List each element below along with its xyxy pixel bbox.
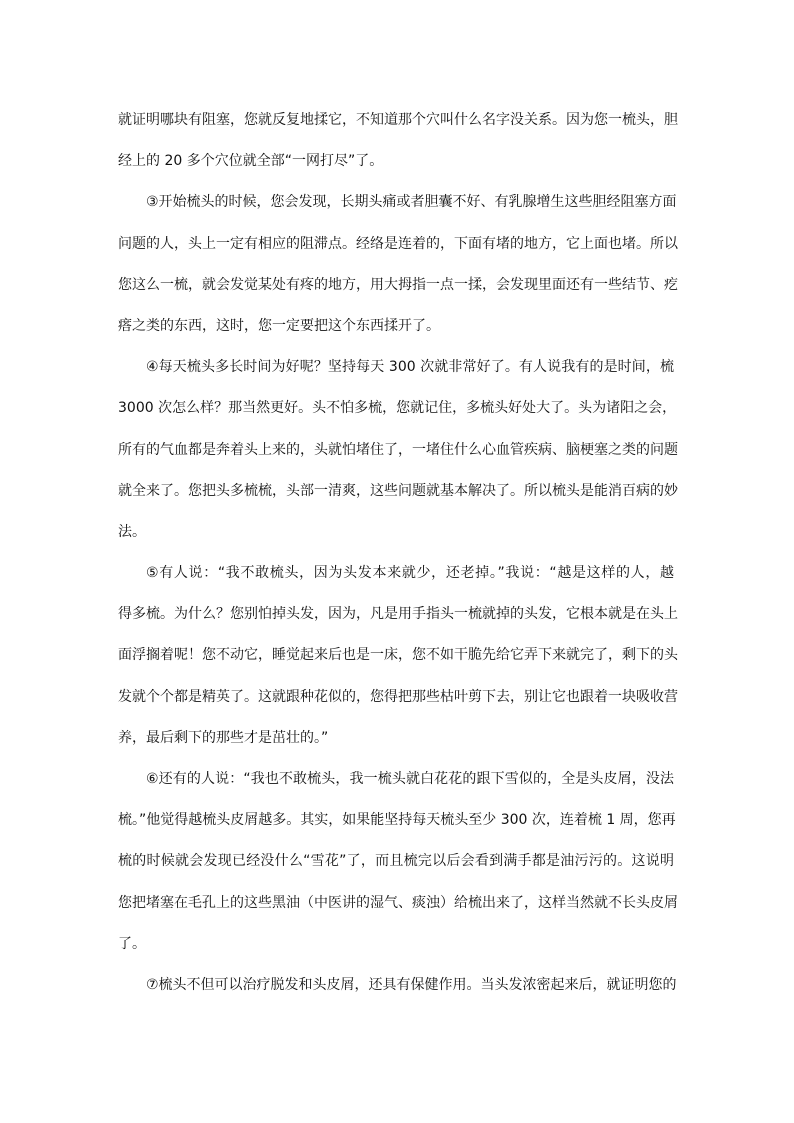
text-line: 就全来了。您把头多梳梳，头部一清爽，这些问题就基本解决了。所以梳头是能消百病的妙 — [118, 482, 678, 499]
text-line: 您这么一梳，就会发觉某处有疼的地方，用大拇指一点一揉，会发现里面还有一些结节、疙 — [118, 276, 678, 293]
paragraph-p3 — [118, 182, 678, 347]
paragraph-p6 — [118, 759, 678, 965]
text-line: 经上的 20 多个穴位就全部“一网打尽”了。 — [118, 153, 384, 170]
text-line: ⑦梳头不但可以治疗脱发和头皮屑，还具有保健作用。当头发浓密起来后，就证明您的 — [146, 976, 677, 993]
paragraph-p4 — [118, 347, 678, 553]
text-line: 就证明哪块有阻塞，您就反复地揉它，不知道那个穴叫什么名字没关系。因为您一梳头，胆 — [118, 112, 678, 128]
text-line: 面浮搁着呢！您不动它，睡觉起来后也是一床，您不如干脆先给它弄下来就完了，剩下的头 — [118, 647, 678, 664]
article-body — [118, 100, 678, 1006]
paragraph-p5 — [118, 553, 678, 759]
text-line: ⑥还有的人说：“我也不敢梳头，我一梳头就白花花的跟下雪似的，全是头皮屑，没法 — [146, 771, 674, 787]
text-line: 了。 — [118, 935, 146, 952]
text-line: ④每天梳头多长时间为好呢？坚持每天 300 次就非常好了。有人说我有的是时间，梳 — [146, 359, 674, 376]
paragraph-p-continued — [118, 100, 678, 182]
text-line: 养，最后剩下的那些才是茁壮的。” — [118, 729, 329, 746]
text-line: 法。 — [118, 523, 146, 540]
text-line: 梳。”他觉得越梳头皮屑越多。其实，如果能坚持每天梳头至少 300 次，连着梳 1 周，您再 — [118, 812, 676, 829]
text-line: 梳的时候就会发现已经没什么“雪花”了，而且梳完以后会看到满手都是油污污的。这说明 — [118, 853, 674, 870]
text-line: 得多梳。为什么？您别怕掉头发，因为，凡是用手指头一梳就掉的头发，它根本就是在头上 — [118, 606, 678, 623]
text-line: 发就个个都是精英了。这就跟种花似的，您得把那些枯叶剪下去，别让它也跟着一块吸收营 — [118, 688, 678, 705]
text-line: 瘩之类的东西，这时，您一定要把这个东西揉开了。 — [118, 317, 440, 334]
text-line: 所有的气血都是奔着头上来的，头就怕堵住了，一堵住什么心血管疾病、脑梗塞之类的问题 — [118, 441, 678, 458]
text-line: ⑤有人说：“我不敢梳头，因为头发本来就少，还老掉。”我说：“越是这样的人，越 — [146, 565, 674, 582]
text-line: 问题的人，头上一定有相应的阻滞点。经络是连着的，下面有堵的地方，它上面也堵。所以 — [118, 235, 678, 252]
text-line: 您把堵塞在毛孔上的这些黑油（中医讲的湿气、痰浊）给梳出来了，这样当然就不长头皮屑 — [118, 894, 678, 911]
text-line: 3000 次怎么样？那当然更好。头不怕多梳，您就记住，多梳头好处大了。头为诸阳之会， — [118, 400, 677, 417]
paragraph-p7 — [118, 965, 677, 1006]
text-line: ③开始梳头的时候，您会发现，长期头痛或者胆囊不好、有乳腺增生这些胆经阻塞方面 — [146, 194, 677, 211]
